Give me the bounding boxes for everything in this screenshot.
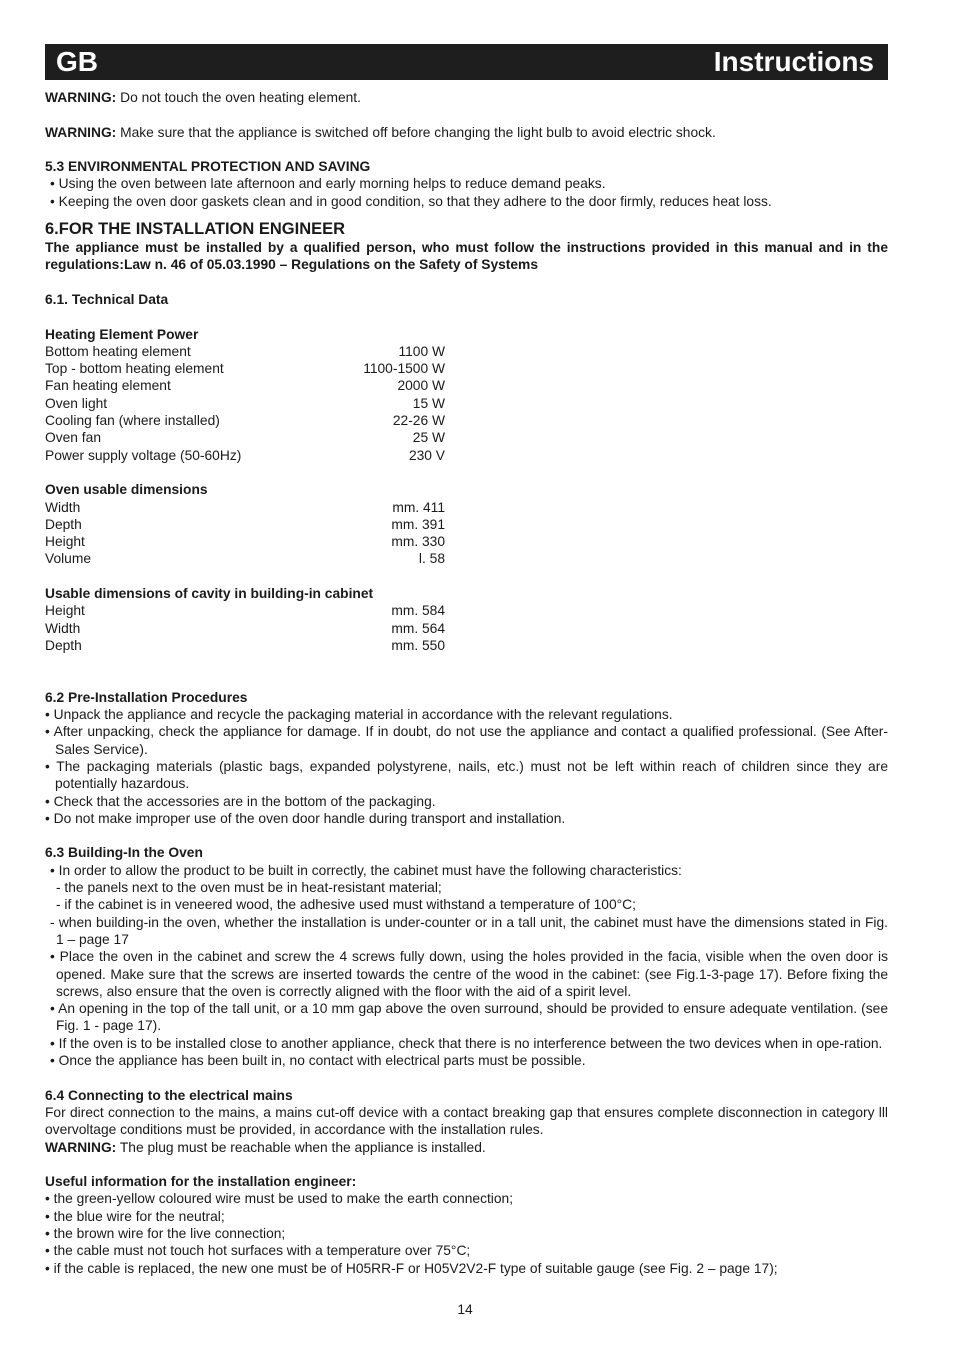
list-item: • Do not make improper use of the oven door handle during transport and installation.	[45, 810, 566, 826]
env-heading: 5.3 ENVIRONMENTAL PROTECTION AND SAVING	[45, 159, 371, 175]
cavity-dims-table	[45, 602, 888, 654]
warning-heating: WARNING: Do not touch the oven heating element.	[45, 90, 361, 105]
env-item: • Keeping the oven door gaskets clean and in good condition, so that they adhere to the door firmly, reduces heat loss.	[50, 193, 772, 209]
language-code: GB	[56, 46, 98, 77]
sub-item: - the panels next to the oven must be in heat-resistant material;	[56, 880, 442, 896]
mains-warning: WARNING: The plug must be reachable when the appliance is installed.	[45, 1139, 486, 1155]
page-title: Instructions	[713, 46, 874, 77]
building-heading: 6.3 Building-In the Oven	[45, 845, 203, 861]
list-item: • the cable must not touch hot surfaces with a temperature over 75°C;	[45, 1243, 471, 1259]
list-item: • the brown wire for the live connection;	[45, 1226, 286, 1241]
list-item: • if the cable is replaced, the new one must be of H05RR-F or H05V2V2-F type of suitable gauge (see Fig. 2 – page 17);	[45, 1260, 778, 1276]
table-row: Volume l. 58	[45, 551, 445, 567]
table-row: Width mm. 411	[45, 499, 445, 515]
list-item: • In order to allow the product to be built in correctly, the cabinet must have the following characteristics:	[50, 862, 682, 878]
table-row: Top - bottom heating element 1100-1500 W	[45, 361, 445, 377]
oven-dims-table	[45, 499, 888, 568]
list-item: • After unpacking, check the appliance for damage. If in doubt, do not use the appliance and contact a qualified professional. (See After-Sales Service).	[45, 724, 888, 757]
install-intro: The appliance must be installed by a qualified person, who must follow the instructions provided in this manual and in the regulations:Law n. 46 of 05.03.1990 – Regulations on the Safety of Systems	[45, 240, 888, 273]
list-item: • Unpack the appliance and recycle the packaging material in accordance with the relevant regulations.	[45, 707, 673, 723]
sub-item: - when building-in the oven, whether the installation is under-counter or in a tall unit, the cabinet must have the dimensions stated in Fig. 1 – page 17	[50, 914, 888, 947]
warning-bulb: WARNING: Make sure that the appliance is switched off before changing the light bulb to avoid electric shock.	[45, 124, 716, 140]
oven-dims-heading: Oven usable dimensions	[45, 482, 208, 498]
page	[45, 44, 888, 1277]
power-heading: Heating Element Power	[45, 326, 199, 342]
env-item: • Using the oven between late afternoon and early morning helps to reduce demand peaks.	[50, 176, 606, 192]
list-item: • the green-yellow coloured wire must be used to make the earth connection;	[45, 1191, 514, 1207]
mains-text: For direct connection to the mains, a mains cut-off device with a contact breaking gap that ensures complete disconnection in category lll overvoltage conditions must be provided, in accordance with the installation rules.	[45, 1104, 888, 1138]
list-item: • Check that the accessories are in the bottom of the packaging.	[45, 793, 436, 809]
tech-heading: 6.1. Technical Data	[45, 291, 169, 307]
install-heading: 6.FOR THE INSTALLATION ENGINEER	[45, 220, 346, 239]
power-table	[45, 343, 888, 464]
table-row: Oven fan 25 W	[45, 430, 445, 446]
table-row: Height mm. 330	[45, 534, 445, 550]
list-item: • An opening in the top of the tall unit, or a 10 mm gap above the oven surround, should be provided to ensure adequate ventilation. (see Fig. 1 - page 17).	[50, 1001, 888, 1034]
list-item: • If the oven is to be installed close to another appliance, check that there is no interference between the two devices when in ope-ration.	[50, 1035, 883, 1051]
table-row: Cooling fan (where installed) 22-26 W	[45, 413, 445, 429]
table-row: Fan heating element 2000 W	[45, 378, 445, 394]
table-row: Width mm. 564	[45, 620, 445, 636]
page-header	[45, 44, 888, 80]
table-row: Bottom heating element 1100 W	[45, 343, 445, 359]
document-body	[45, 89, 888, 1277]
list-item: • Once the appliance has been built in, no contact with electrical parts must be possible.	[50, 1053, 586, 1069]
pre-heading: 6.2 Pre-Installation Procedures	[45, 689, 248, 705]
cavity-dims-heading: Usable dimensions of cavity in building-in cabinet	[45, 586, 374, 602]
table-row: Depth mm. 391	[45, 516, 445, 532]
list-item: • Place the oven in the cabinet and screw the 4 screws fully down, using the holes provided in the facia, visible when the oven door is opened. Make sure that the screws are inserted towards the centre of the wood in the cabinet: (see Fig.1-3-page 17). Before fixing the screws, also ensure that the oven is correctly aligned with the floor with the aid of a spirit level.	[50, 949, 888, 999]
list-item: • The packaging materials (plastic bags, expanded polystyrene, nails, etc.) must not be left within reach of children since they are potentially hazardous.	[45, 758, 888, 792]
table-row: Power supply voltage (50-60Hz) 230 V	[45, 447, 445, 463]
table-row: Oven light 15 W	[45, 395, 445, 411]
table-row: Height mm. 584	[45, 603, 445, 619]
page-number: 14	[457, 1302, 473, 1317]
mains-heading: 6.4 Connecting to the electrical mains	[45, 1087, 293, 1103]
list-item: • the blue wire for the neutral;	[45, 1208, 225, 1224]
useful-heading: Useful information for the installation engineer:	[45, 1174, 357, 1190]
sub-item: - if the cabinet is in veneered wood, the adhesive used must withstand a temperature of 100°C;	[56, 897, 636, 913]
table-row: Depth mm. 550	[45, 637, 445, 653]
